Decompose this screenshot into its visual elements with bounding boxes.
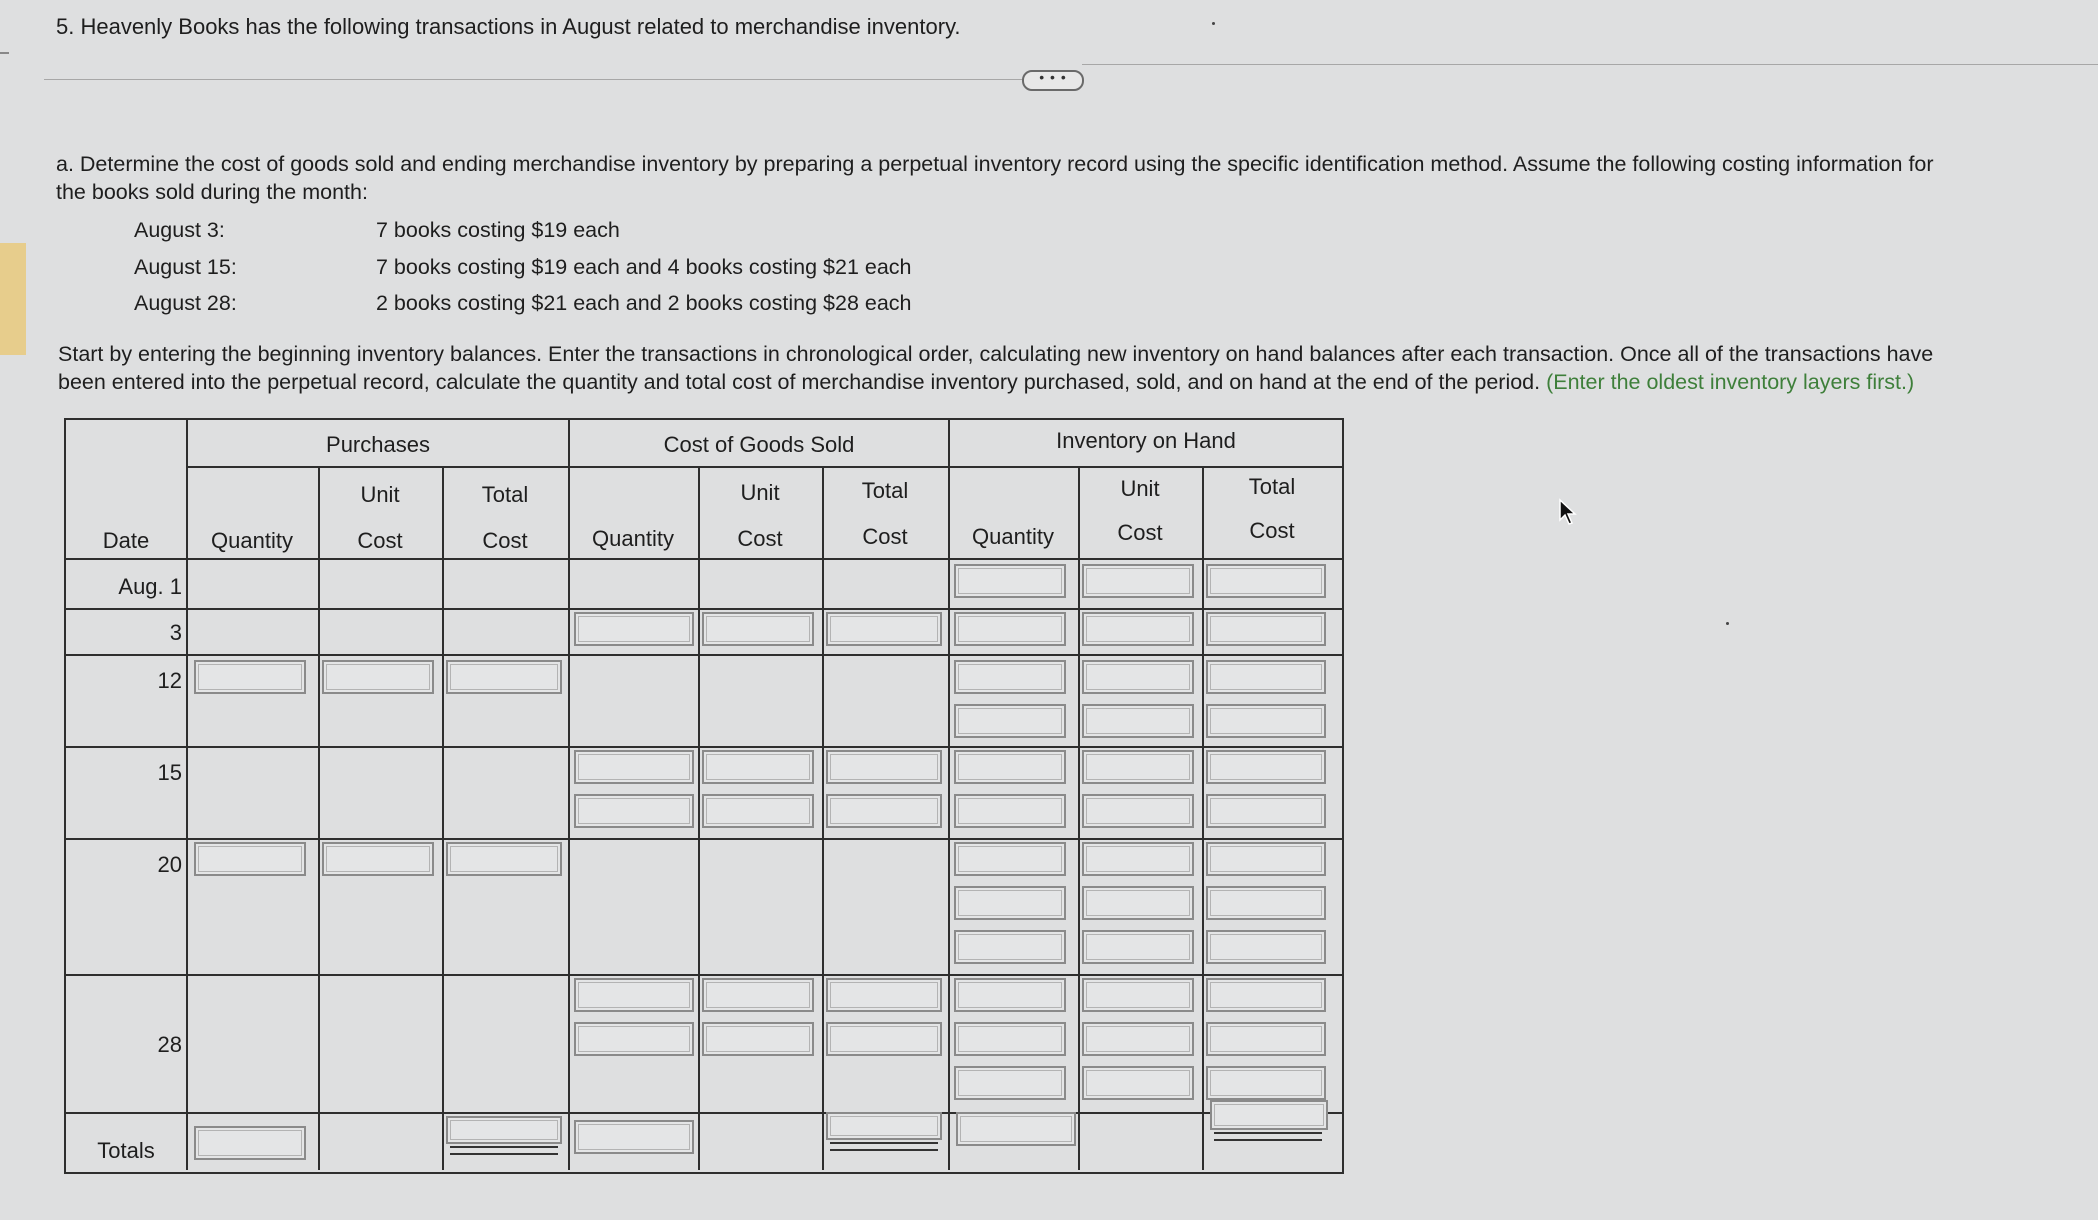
onhand-quantity-header: Quantity xyxy=(972,524,1054,549)
col-line xyxy=(442,466,444,1170)
onhand-cost-header: Cost xyxy=(1117,520,1163,545)
date-28: 28 xyxy=(157,1032,182,1057)
aug20-onhand-unitcost-1-input[interactable] xyxy=(1082,842,1194,876)
aug3-cogs-qty-input[interactable] xyxy=(574,612,694,646)
cogs-header: Cost of Goods Sold xyxy=(663,432,855,457)
stray-dot xyxy=(1726,622,1729,625)
total-purch-qty-input[interactable] xyxy=(194,1126,306,1160)
stray-dot xyxy=(1212,22,1215,25)
left-edge-mark xyxy=(0,52,9,54)
purchases-quantity-header: Quantity xyxy=(211,528,293,553)
col-line xyxy=(1202,466,1204,1170)
aug28-onhand-unitcost-2-input[interactable] xyxy=(1082,1022,1194,1056)
cogs-total-header: Total xyxy=(861,478,909,503)
aug15-onhand-qty-2-input[interactable] xyxy=(954,794,1066,828)
expand-more-button[interactable]: • • • xyxy=(1022,70,1084,91)
divider-left xyxy=(44,79,1022,80)
aug1-onhand-unitcost-input[interactable] xyxy=(1082,564,1194,598)
part-a-line-2: the books sold during the month: xyxy=(56,180,368,204)
aug15-onhand-unitcost-2-input[interactable] xyxy=(1082,794,1194,828)
start-instructions-text: been entered into the perpetual record, calculate the quantity and total cost of merchandise inventory purchased, sold, and on hand at the end of the period. xyxy=(58,370,1541,394)
aug15-onhand-total-1-input[interactable] xyxy=(1206,750,1326,784)
aug3-onhand-total-input[interactable] xyxy=(1206,612,1326,646)
aug28-cogs-total-1-input[interactable] xyxy=(826,978,942,1012)
aug20-purch-qty-input[interactable] xyxy=(194,842,306,876)
side-tab-marker xyxy=(0,243,26,355)
aug15-cogs-total-1-input[interactable] xyxy=(826,750,942,784)
aug12-purch-unitcost-input[interactable] xyxy=(322,660,434,694)
aug28-cogs-unitcost-2-input[interactable] xyxy=(702,1022,814,1056)
aug20-purch-total-input[interactable] xyxy=(446,842,562,876)
aug20-onhand-qty-1-input[interactable] xyxy=(954,842,1066,876)
onhand-total-cost-header: Cost xyxy=(1249,518,1295,543)
purchases-total-header: Total xyxy=(481,482,529,507)
aug28-cogs-qty-1-input[interactable] xyxy=(574,978,694,1012)
cogs-cost-header: Cost xyxy=(737,526,783,551)
start-instructions xyxy=(58,340,2088,396)
aug28-onhand-total-3-input[interactable] xyxy=(1206,1066,1326,1100)
aug20-onhand-unitcost-2-input[interactable] xyxy=(1082,886,1194,920)
aug20-onhand-qty-2-input[interactable] xyxy=(954,886,1066,920)
total-purch-double-underline xyxy=(450,1146,558,1155)
onhand-total-header: Total xyxy=(1248,474,1296,499)
part-a-instructions xyxy=(56,150,2086,206)
schedule-desc-1: 7 books costing $19 each xyxy=(376,218,620,242)
schedule-date-2: August 15: xyxy=(134,255,237,279)
schedule-desc-3: 2 books costing $21 each and 2 books costing $28 each xyxy=(376,291,912,315)
col-line xyxy=(698,466,700,1170)
row-line xyxy=(66,838,1342,840)
aug15-cogs-qty-2-input[interactable] xyxy=(574,794,694,828)
aug12-onhand-total-2-input[interactable] xyxy=(1206,704,1326,738)
aug12-onhand-unitcost-2-input[interactable] xyxy=(1082,704,1194,738)
divider-right xyxy=(1082,64,2098,65)
aug12-purch-total-input[interactable] xyxy=(446,660,562,694)
total-purch-cost-input[interactable] xyxy=(446,1116,562,1144)
inventory-on-hand-header: Inventory on Hand xyxy=(1056,428,1236,453)
aug20-onhand-total-2-input[interactable] xyxy=(1206,886,1326,920)
aug15-cogs-unitcost-1-input[interactable] xyxy=(702,750,814,784)
aug15-onhand-total-2-input[interactable] xyxy=(1206,794,1326,828)
aug12-onhand-qty-2-input[interactable] xyxy=(954,704,1066,738)
question-title: 5. Heavenly Books has the following transactions in August related to merchandise inventory. xyxy=(56,14,961,39)
purchases-cost-header: Cost xyxy=(357,528,403,553)
aug12-purch-qty-input[interactable] xyxy=(194,660,306,694)
aug3-cogs-unitcost-input[interactable] xyxy=(702,612,814,646)
oldest-layers-hint: (Enter the oldest inventory layers first.) xyxy=(1546,370,1915,394)
aug20-onhand-total-1-input[interactable] xyxy=(1206,842,1326,876)
row-line xyxy=(66,974,1342,976)
aug28-onhand-qty-3-input[interactable] xyxy=(954,1066,1066,1100)
header-bottom-line xyxy=(66,558,1342,560)
aug20-onhand-qty-3-input[interactable] xyxy=(954,930,1066,964)
schedule-desc-2: 7 books costing $19 each and 4 books costing $21 each xyxy=(376,255,912,279)
col-line xyxy=(1078,466,1080,1170)
aug12-onhand-unitcost-1-input[interactable] xyxy=(1082,660,1194,694)
totals-label: Totals xyxy=(97,1138,155,1163)
cogs-quantity-header: Quantity xyxy=(592,526,674,551)
total-cogs-double-underline xyxy=(830,1142,938,1151)
aug15-cogs-qty-1-input[interactable] xyxy=(574,750,694,784)
aug28-cogs-total-2-input[interactable] xyxy=(826,1022,942,1056)
date-15: 15 xyxy=(157,760,182,785)
row-line xyxy=(66,654,1342,656)
date-12: 12 xyxy=(157,668,182,693)
schedule-date-3: August 28: xyxy=(134,291,237,315)
aug1-onhand-total-input[interactable] xyxy=(1206,564,1326,598)
aug3-onhand-qty-input[interactable] xyxy=(954,612,1066,646)
start-instructions-line-1: Start by entering the beginning inventory balances. Enter the transactions in chronological order, calculating new inventory on hand balances after each transaction. Once all of the transactions have xyxy=(58,342,1934,366)
purchases-unit-header: Unit xyxy=(360,482,400,507)
aug28-onhand-qty-2-input[interactable] xyxy=(954,1022,1066,1056)
cogs-unit-header: Unit xyxy=(740,480,780,505)
aug15-cogs-total-2-input[interactable] xyxy=(826,794,942,828)
header-line xyxy=(186,466,1342,468)
aug28-onhand-unitcost-3-input[interactable] xyxy=(1082,1066,1194,1100)
row-line xyxy=(66,608,1342,610)
date-aug-1: Aug. 1 xyxy=(118,574,182,599)
aug28-cogs-unitcost-1-input[interactable] xyxy=(702,978,814,1012)
col-line xyxy=(318,466,320,1170)
part-a-line-1: a. Determine the cost of goods sold and ending merchandise inventory by preparing a perpetual inventory record using the specific identification method. Assume the following costing information for xyxy=(56,152,1934,176)
aug28-cogs-qty-2-input[interactable] xyxy=(574,1022,694,1056)
row-line xyxy=(66,746,1342,748)
aug3-onhand-unitcost-input[interactable] xyxy=(1082,612,1194,646)
total-onhand-cost-input[interactable] xyxy=(1210,1100,1328,1130)
schedule-date-1: August 3: xyxy=(134,218,225,242)
total-onhand-qty-input[interactable] xyxy=(956,1112,1076,1146)
aug20-purch-unitcost-input[interactable] xyxy=(322,842,434,876)
aug28-onhand-total-2-input[interactable] xyxy=(1206,1022,1326,1056)
totals-line xyxy=(66,1112,1342,1114)
date-3: 3 xyxy=(169,620,182,645)
date-20: 20 xyxy=(157,852,182,877)
purchases-total-cost-header: Cost xyxy=(482,528,528,553)
total-cogs-qty-input[interactable] xyxy=(574,1120,694,1154)
perpetual-inventory-record xyxy=(64,418,1344,1174)
date-header: Date xyxy=(102,528,150,553)
aug20-onhand-total-3-input[interactable] xyxy=(1206,930,1326,964)
cogs-total-cost-header: Cost xyxy=(862,524,908,549)
total-cogs-cost-input[interactable] xyxy=(826,1112,942,1140)
aug3-cogs-total-input[interactable] xyxy=(826,612,942,646)
aug12-onhand-total-1-input[interactable] xyxy=(1206,660,1326,694)
aug28-onhand-unitcost-1-input[interactable] xyxy=(1082,978,1194,1012)
aug15-onhand-qty-1-input[interactable] xyxy=(954,750,1066,784)
purchases-header: Purchases xyxy=(326,432,430,457)
total-onhand-double-underline xyxy=(1214,1132,1322,1141)
aug28-onhand-qty-1-input[interactable] xyxy=(954,978,1066,1012)
aug1-onhand-qty-input[interactable] xyxy=(954,564,1066,598)
aug15-onhand-unitcost-1-input[interactable] xyxy=(1082,750,1194,784)
onhand-unit-header: Unit xyxy=(1120,476,1160,501)
mouse-cursor-icon xyxy=(1558,498,1578,531)
col-line xyxy=(822,466,824,1170)
start-instructions-line-2 xyxy=(58,368,2088,396)
aug20-onhand-unitcost-3-input[interactable] xyxy=(1082,930,1194,964)
aug12-onhand-qty-1-input[interactable] xyxy=(954,660,1066,694)
aug28-onhand-total-1-input[interactable] xyxy=(1206,978,1326,1012)
aug15-cogs-unitcost-2-input[interactable] xyxy=(702,794,814,828)
